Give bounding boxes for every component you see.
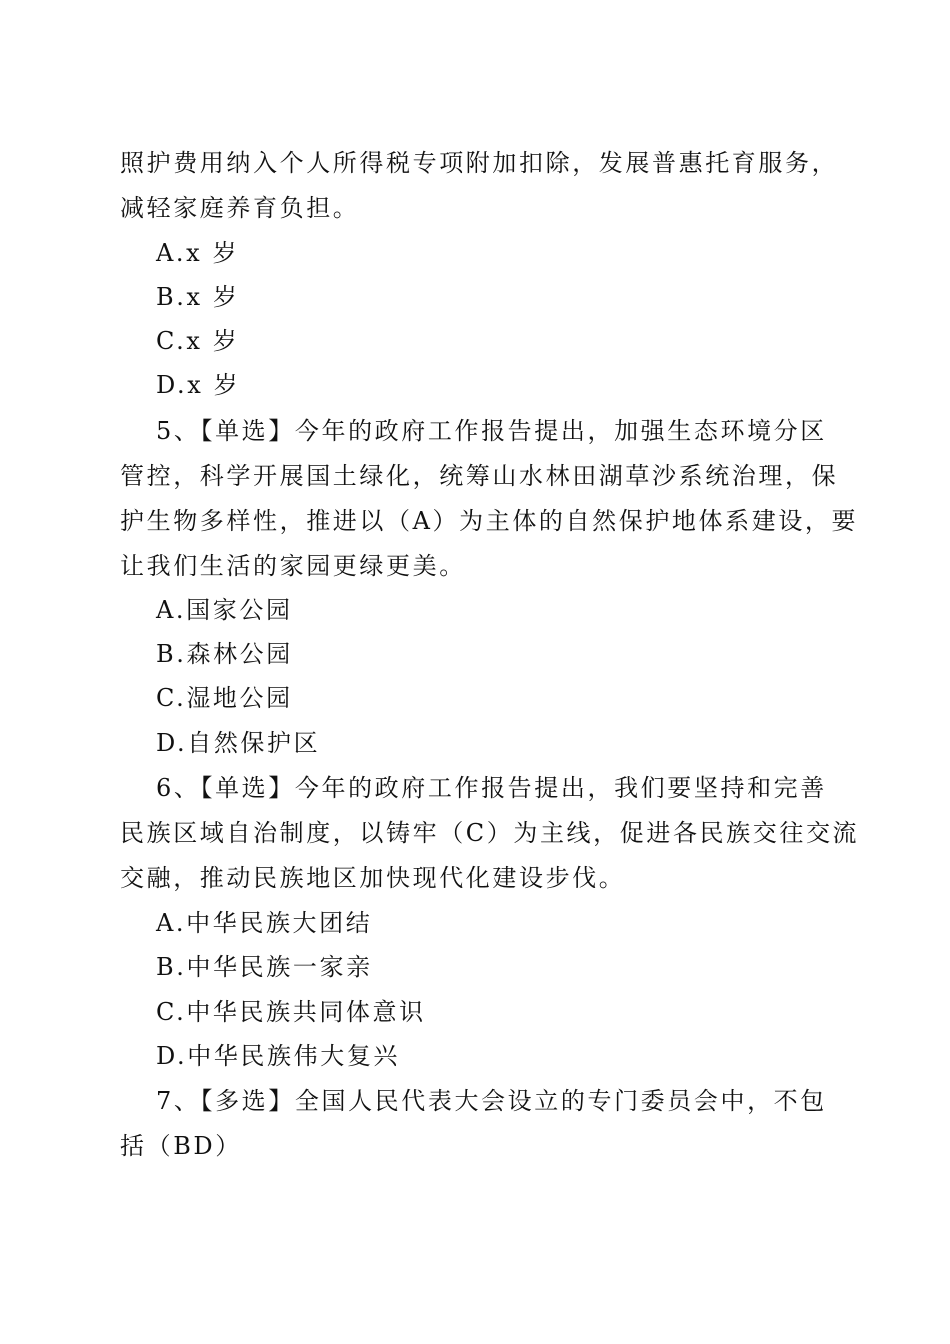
option-line: A.国家公园 xyxy=(156,596,293,624)
option-line: D.x 岁 xyxy=(156,371,241,399)
option-line: B.森林公园 xyxy=(156,640,293,668)
option-line: D.中华民族伟大复兴 xyxy=(156,1042,401,1070)
option-line: B.中华民族一家亲 xyxy=(156,953,373,981)
paragraph-line: 交融，推动民族地区加快现代化建设步伐。 xyxy=(120,864,626,892)
option-line: C.湿地公园 xyxy=(156,684,293,712)
paragraph-line: 减轻家庭养育负担。 xyxy=(120,194,360,222)
paragraph-line: 管控，科学开展国土绿化，统筹山水林田湖草沙系统治理，保 xyxy=(120,462,839,490)
option-line: D.自然保护区 xyxy=(156,729,321,757)
question-line: 6、【单选】今年的政府工作报告提出，我们要坚持和完善 xyxy=(156,774,827,802)
question-line: 5、【单选】今年的政府工作报告提出，加强生态环境分区 xyxy=(156,417,827,445)
paragraph-line: 民族区域自治制度，以铸牢（C）为主线，促进各民族交往交流 xyxy=(120,819,860,847)
paragraph-line: 照护费用纳入个人所得税专项附加扣除，发展普惠托育服务， xyxy=(120,149,839,177)
paragraph-line: 括（BD） xyxy=(120,1132,242,1160)
option-line: C.中华民族共同体意识 xyxy=(156,998,426,1026)
option-line: A.x 岁 xyxy=(156,239,240,267)
option-line: C.x 岁 xyxy=(156,327,240,355)
paragraph-line: 让我们生活的家园更绿更美。 xyxy=(120,552,466,580)
option-line: A.中华民族大团结 xyxy=(156,909,373,937)
question-line: 7、【多选】全国人民代表大会设立的专门委员会中，不包 xyxy=(156,1087,827,1115)
option-line: B.x 岁 xyxy=(156,283,240,311)
paragraph-line: 护生物多样性，推进以（A）为主体的自然保护地体系建设，要 xyxy=(120,507,859,535)
